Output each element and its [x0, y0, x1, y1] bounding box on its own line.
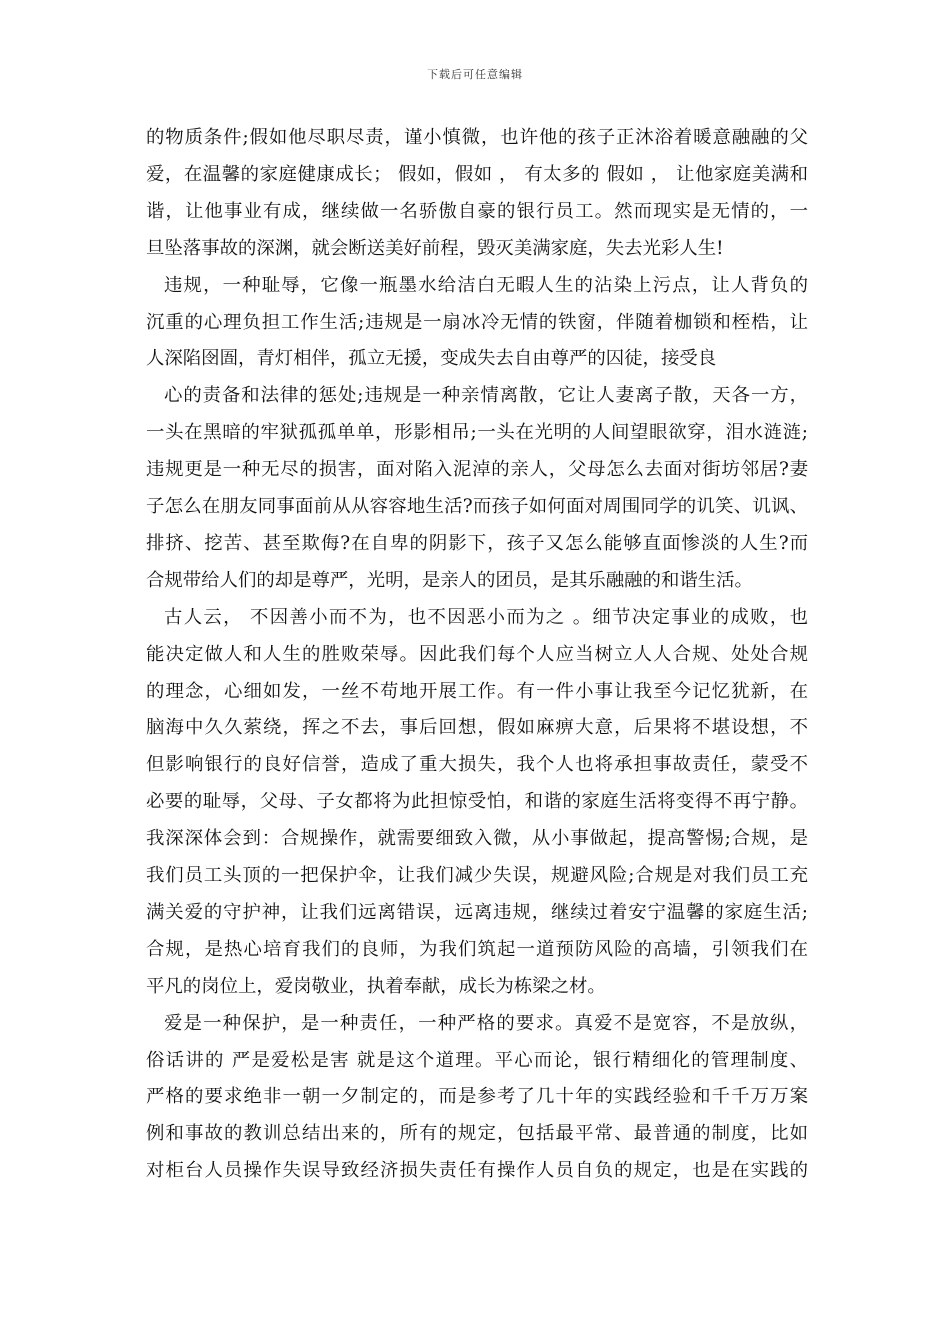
text-line: 满关爱的守护神，让我们远离错误，远离违规，继续过着安宁温馨的家庭生活; [146, 901, 808, 923]
text-line: 的物质条件;假如他尽职尽责，谨小慎微，也许他的孩子正沐浴着暖意融融的父 [146, 127, 808, 148]
text-line: 沉重的心理负担工作生活;违规是一扇冰冷无情的铁窗，伴随着枷锁和桎梏，让 [146, 311, 808, 333]
text-line: 排挤、挖苦、甚至欺侮?在自卑的阴影下，孩子又怎么能够直面惨淡的人生?而 [146, 532, 808, 554]
text-line: 一头在黑暗的牢狱孤孤单单，形影相吊;一头在光明的人间望眼欲穿，泪水涟涟; [146, 422, 808, 444]
text-line: 谐，让他事业有成，继续做一名骄傲自豪的银行员工。然而现实是无情的，一 [146, 200, 808, 222]
text-line: 违规更是一种无尽的损害，面对陷入泥淖的亲人，父母怎么去面对街坊邻居?妻 [146, 459, 808, 481]
text-line: 但影响银行的良好信誉，造成了重大损失，我个人也将承担事故责任，蒙受不 [146, 754, 808, 776]
text-line: 脑海中久久萦绕，挥之不去，事后回想，假如麻痹大意，后果将不堪设想，不 [146, 717, 808, 739]
text-line: 合规带给人们的却是尊严，光明，是亲人的团员，是其乐融融的和谐生活。 [146, 569, 753, 591]
text-line: 爱，在温馨的家庭健康成长； 假如，假如 ， 有太多的 假如 ， 让他家庭美满和 [146, 163, 808, 185]
text-line: 人深陷囹圄，青灯相伴，孤立无援，变成失去自由尊严的囚徒，接受良 [146, 348, 717, 370]
text-line: 我深深体会到：合规操作，就需要细致入微，从小事做起，提高警惕;合规，是 [146, 828, 808, 850]
text-line: 爱是一种保护，是一种责任，一种严格的要求。真爱不是宽容，不是放纵， [164, 1012, 808, 1034]
text-line: 心的责备和法律的惩处;违规是一种亲情离散，它让人妻离子散，天各一方， [164, 385, 808, 407]
text-line: 严格的要求绝非一朝一夕制定的，而是参考了几十年的实践经验和千千万万案 [146, 1086, 808, 1108]
text-line: 平凡的岗位上，爱岗敬业，执着奉献，成长为栋梁之材。 [146, 975, 606, 997]
text-line: 子怎么在朋友同事面前从从容容地生活?而孩子如何面对周围同学的讥笑、讥讽、 [146, 496, 808, 517]
text-line: 的理念，心细如发，一丝不苟地开展工作。有一件小事让我至今记忆犹新，在 [146, 680, 808, 702]
text-line: 俗话讲的 严是爱松是害 就是这个道理。平心而论，银行精细化的管理制度、 [146, 1049, 808, 1071]
text-line: 合规，是热心培育我们的良师，为我们筑起一道预防风险的高墙，引领我们在 [146, 938, 808, 960]
text-line: 必要的耻辱，父母、子女都将为此担惊受怕，和谐的家庭生活将变得不再宁静。 [146, 791, 808, 813]
page-header-note: 下载后可任意编辑 [427, 68, 523, 81]
text-line: 我们员工头顶的一把保护伞，让我们减少失误，规避风险;合规是对我们员工充 [146, 865, 808, 886]
text-line: 对柜台人员操作失误导致经济损失责任有操作人员自负的规定，也是在实践的 [146, 1160, 808, 1182]
text-line: 例和事故的教训总结出来的，所有的规定，包括最平常、最普通的制度，比如 [146, 1123, 808, 1145]
text-line: 古人云， 不因善小而不为，也不因恶小而为之 。细节决定事业的成败，也 [164, 606, 808, 628]
text-line: 能决定做人和人生的胜败荣辱。因此我们每个人应当树立人人合规、处处合规 [146, 643, 808, 665]
text-line: 旦坠落事故的深渊，就会断送美好前程，毁灭美满家庭，失去光彩人生! [146, 237, 724, 259]
text-line: 违规，一种耻辱，它像一瓶墨水给洁白无暇人生的沾染上污点，让人背负的 [164, 274, 808, 296]
